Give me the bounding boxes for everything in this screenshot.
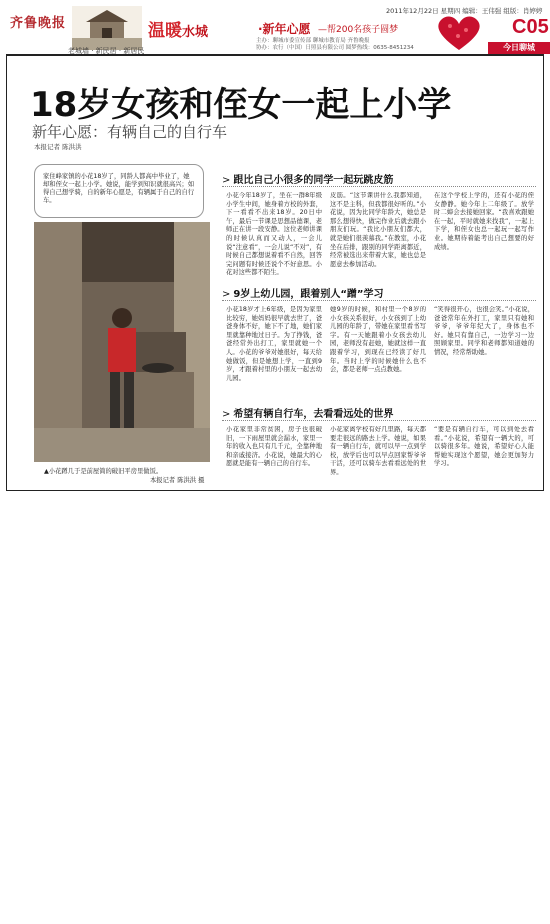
section-heading-1 [222, 171, 393, 186]
banner-title-part1: 温暖 [148, 21, 182, 41]
section-heading-2 [222, 285, 384, 300]
date-text: 2011年12月22日 [386, 7, 439, 15]
section-3-column-3: “要是有辆自行车，可以到处去看看。”小花说，希望有一辆大的，可以骑很多年。她说，希望好心人能帮她实现这个愿望，她会更加努力学习。 [434, 426, 534, 468]
banner-organizer-line2: 协办：农行（中国）日照县有限公司 圆梦热线：0635-8451234 [256, 45, 414, 51]
section-2-column-3: “笑得很开心，也很会笑。”小花说，爸爸常年在外打工，家里只有她和爷爷，爷爷年纪大了，身体也不好。她只有靠自己，一边学习一边照顾家里。同学和老师都知道她的情况，经常帮助她。 [434, 306, 534, 356]
chevron-right-icon: > [222, 289, 231, 300]
masthead [6, 4, 549, 55]
masthead-caption: 老城墙 · 新民居 · 新居民 [68, 47, 145, 55]
section-3-column-1: 小花家里非常贫困，房子也很破旧，一下雨屋里就会漏水，家里一年的收入也只有几千元，全靠种地和亲戚接济。小花说，她最大的心愿就是能有一辆自己的自行车。 [226, 426, 322, 468]
section-divider-2 [222, 300, 536, 301]
section-heading-1-text: 跟比自己小很多的同学一起玩跳皮筋 [233, 175, 394, 186]
banner-slogan: ·新年心愿 [258, 22, 311, 36]
byline: 本报记者 陈洪洪 [34, 143, 82, 151]
page-number: C05 [512, 16, 549, 38]
banner-title [148, 16, 208, 41]
section-divider-1 [222, 186, 536, 187]
section-2-column-2: 她9岁的时候，和村里一个8岁的小女孩关系很好，小女孩到了上幼儿园的年龄了，带她在家里看书写字。有一天她跟着小女孩去幼儿园，老师没有赶她，她就这样一直跟着学习，到现在已经读了好几年。当时上学的时候她什么也不会，都是老师一点点教她。 [330, 306, 426, 374]
banner-title-part2: 水城 [182, 25, 209, 40]
headline: 18岁女孩和侄女一起上小学 [30, 85, 452, 125]
banner-subtitle: —帮200名孩子圆梦 [318, 25, 399, 35]
article-photo [34, 222, 210, 462]
banner-organizers [256, 38, 416, 52]
section-2-column-1: 小花18岁才上6年级，是因为家里比较穷，她妈妈很早就去世了，爸爸身体不好，她下不了地，她们家里就靠种地过日子。为了挣钱，爸爸经常外出打工，家里就她一个人。小花的爷爷对她很好，每天给她做饭，但是她想上学，一直到9岁，才跟着村里的小朋友一起去幼儿园。 [226, 306, 322, 382]
section-3-column-2: 小花家离学校有好几里路，每天都要走很远的路去上学。她说，如果有一辆自行车，就可以早一点到学校，放学后也可以早点回家帮爷爷干活，还可以骑车去看看远处的世界。 [330, 426, 426, 476]
subhead: 新年心愿：有辆自己的自行车 [32, 123, 228, 141]
photo-caption: ▲小花蹲几于是前屋简的破旧平房里做饭。 [44, 468, 163, 475]
section-1-column-1: 小花今年18岁了，坐在一群8年级小学生中间，她身着方校的外套，下一看看不出来18岁。20日中午，最后一节课是思想品德课，老师正在讲一段安静。这位老师讲课的时候认真而又动人，一会儿说“注意看”，一会儿说“不对”，有时候自己都想说着看不自然，回答完问题有时候还说个不好意思。小花对这些都不陌生。 [226, 192, 322, 277]
heart-decoration [434, 14, 484, 52]
section-tag: 今日聊城 [488, 42, 550, 54]
weekday-text: 星期四 [440, 7, 461, 15]
editor-text: 编辑：王伟强 [462, 7, 502, 15]
chevron-right-icon: > [222, 175, 231, 186]
section-1-column-2: 皮筋。“这节课讲什么我都知道，这不是主科，但我都很好听的。”小花说，因为比同学年龄大，她总是那么想得快，做完作业后就去跟小朋友们玩。“我比小朋友们都大，就是她们很羡慕我。”在教室，小花坐在后排，跟别的同学距离都近，经常被选出来带着大家，她也总是愿意去参加活动。 [330, 192, 426, 268]
section-heading-3-text: 希望有辆自行车，去看看远处的世界 [233, 409, 394, 420]
banner-organizer-line1: 主办：聊城市委宣传部 聊城市教育局 齐鲁晚报 [256, 38, 370, 44]
dateline [386, 6, 542, 15]
chevron-right-icon: > [222, 409, 231, 420]
photo-credit: 本报记者 陈洪洪 摄 [150, 477, 205, 484]
section-heading-3 [222, 405, 393, 420]
section-divider-3 [222, 420, 536, 421]
callout-box: 家住峰家镇的小花18岁了，同龄人都高中毕业了，她却和侄女一起上小学。她说，能学到知识就很高兴；如得自己想学骑，自的新年心愿是，有辆属于自己的自行车。 [34, 164, 204, 218]
section-heading-2-text: 9岁上幼儿园，跟着别人“蹭”学习 [233, 289, 384, 300]
city-gate-illustration [72, 6, 142, 50]
designer-text: 组版：肖婷婷 [503, 7, 543, 15]
section-1-column-3: 在这个学校上学的，还有小花的侄女静静。她今年上二年级了。放学时二婶会去接她回家。“我喜欢跟她在一起，平时就她来找我”，一起上下学，和侄女也总一起玩一起写作业。她期待着能考出自己想要的好成绩。 [434, 192, 534, 251]
paper-name: 齐鲁晚报 [10, 16, 67, 31]
